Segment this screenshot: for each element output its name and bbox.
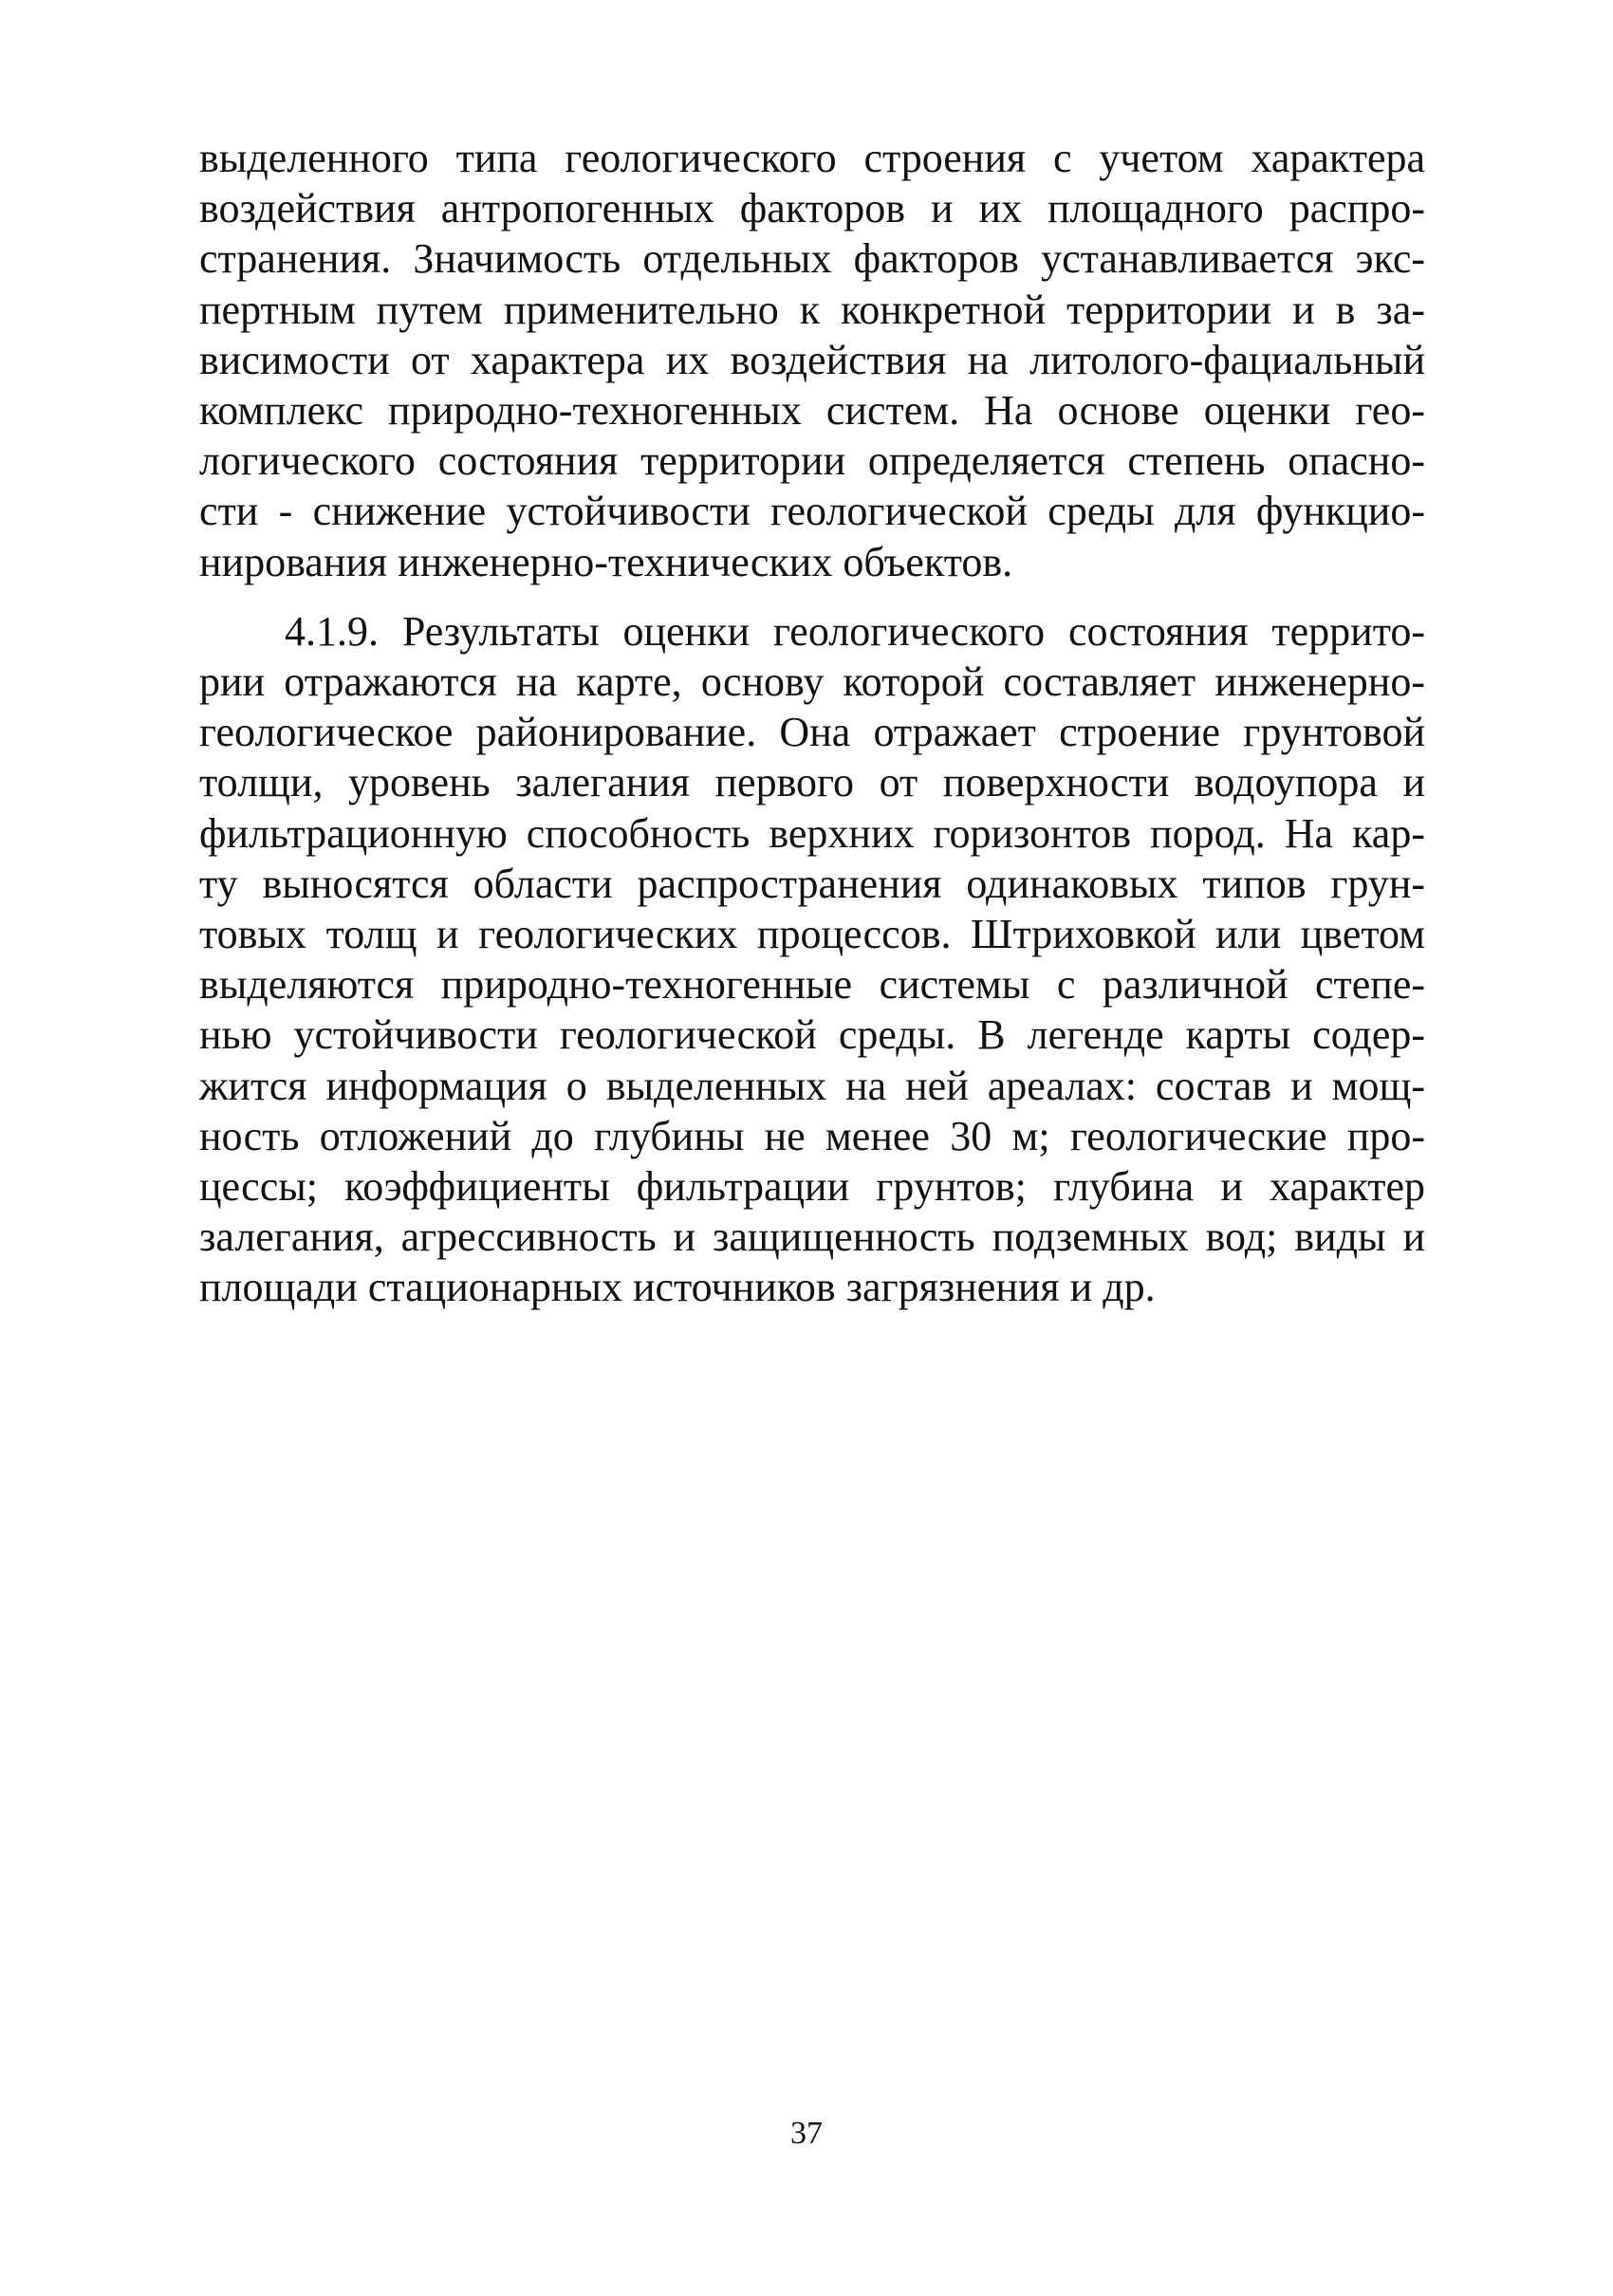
text-line: 4.1.9. Результаты оценки геологического состояния террито- [285, 607, 1425, 655]
text-line: пертным путем применительно к конкретной территории и в за- [199, 286, 1425, 333]
text-line: цессы; коэффициенты фильтрации грунтов; глубина и характер [199, 1163, 1425, 1211]
text-line: сти - снижение устойчивости геологической среды для функцио- [199, 488, 1425, 535]
text-line: странения. Значимость отдельных факторов устанавливается экс- [199, 235, 1425, 283]
text-line: ность отложений до глубины не менее 30 м; геологические про- [199, 1112, 1425, 1159]
text-line: рии отражаются на карте, основу которой составляет инженерно- [199, 658, 1425, 706]
text-line: геологическое районирование. Она отражает строение грунтовой [199, 709, 1425, 756]
text-line: товых толщ и геологических процессов. Штриховкой или цветом [199, 911, 1425, 958]
text-line: выделяются природно-техногенные системы с различной степе- [199, 961, 1425, 1009]
text-line: площади стационарных источников загрязнения и др. [199, 1264, 1156, 1311]
page-number: 37 [790, 2116, 823, 2151]
text-line: воздействия антропогенных факторов и их площадного распро- [199, 185, 1425, 232]
text-line: ту выносятся области распространения одинаковых типов грун- [199, 860, 1425, 907]
paragraph-spacer [199, 587, 1425, 606]
text-line: нирования инженерно-технических объектов. [199, 538, 1013, 585]
text-line: залегания, агрессивность и защищенность подземных вод; виды и [199, 1213, 1425, 1261]
text-line: нью устойчивости геологической среды. В легенде карты содер- [199, 1011, 1425, 1059]
text-line: выделенного типа геологического строения с учетом характера [199, 135, 1425, 181]
text-line: фильтрационную способность верхних горизонтов пород. На кар- [199, 809, 1425, 857]
text-line: толщи, уровень залегания первого от поверхности водоупора и [199, 759, 1425, 806]
paragraph-4-1-9 [199, 606, 1425, 1313]
paragraph-1 [199, 133, 1425, 587]
text-line: логического состояния территории определяется степень опасно- [199, 437, 1425, 485]
body-text [199, 133, 1425, 1313]
text-line: жится информация о выделенных на ней ареалах: состав и мощ- [199, 1062, 1425, 1109]
text-line: висимости от характера их воздействия на литолого-фациальный [199, 336, 1425, 383]
text-line: комплекс природно-техногенных систем. На основе оценки гео- [199, 387, 1425, 435]
